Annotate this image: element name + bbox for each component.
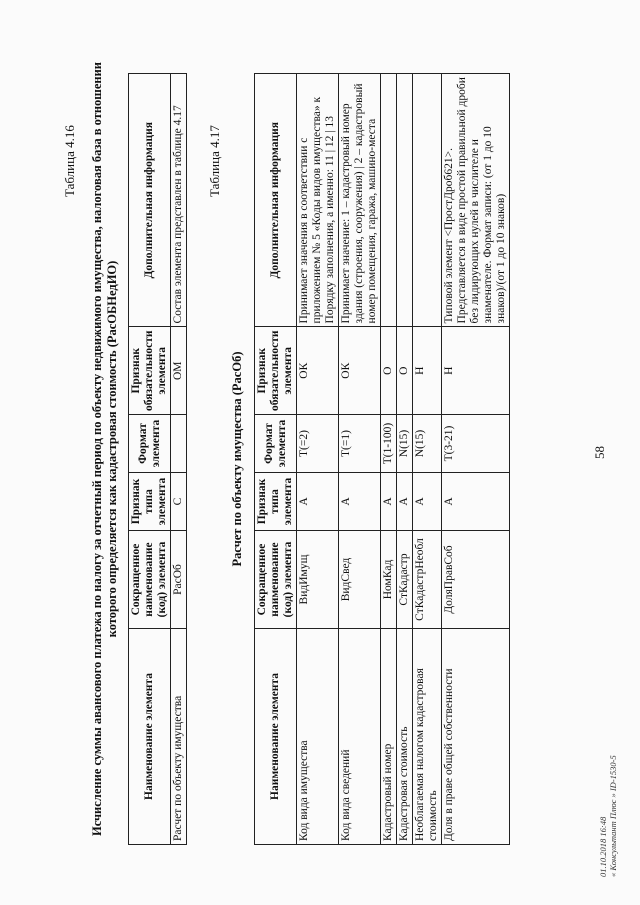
header-cell: Сокращенное наименование (код) элемента [129, 531, 171, 629]
table-row [397, 74, 413, 845]
table-cell: Т(3-21) [442, 415, 510, 473]
table-cell: А [297, 473, 339, 531]
table-cell: А [381, 473, 397, 531]
table-cell: Типовой элемент <ПростДроб621>. Представляется в виде простой правильной дроби без лидирующих нулей в числителе и знаменателе. Формат записи: (от 1 до 10 знаков)/(от 1 до 10 знаков) [442, 74, 510, 327]
table-row [442, 74, 510, 845]
table-row [297, 74, 339, 845]
table-cell: Код вида сведений [339, 629, 381, 845]
table-cell: Т(=2) [297, 415, 339, 473]
table-417-header-row [255, 74, 297, 845]
table-cell: Состав элемента представлен в таблице 4.17 [171, 74, 187, 327]
stamp-source: « Консультант Плюс » ID-1530-5 [608, 755, 618, 877]
table-cell: СтКадастрНеобл [413, 531, 442, 629]
table-cell: С [171, 473, 187, 531]
table-cell: Код вида имущества [297, 629, 339, 845]
table-cell [413, 74, 442, 327]
table-cell: О [381, 327, 397, 415]
table-cell: О [397, 327, 413, 415]
header-cell: Наименование элемента [255, 629, 297, 845]
header-cell: Формат элемента [129, 415, 171, 473]
table-cell: Т(=1) [339, 415, 381, 473]
table-416-header-row [129, 74, 171, 845]
table-cell: N(15) [397, 415, 413, 473]
table-cell: ВидСвед [339, 531, 381, 629]
table-cell: Принимает значение: 1 – кадастровый номер здания (строения, сооружения) | 2 – кадастровый номер помещения, гаража, машино-места [339, 74, 381, 327]
table-416-label: Таблица 4.16 [62, 125, 77, 197]
table-cell: Расчет по объекту имущества [171, 629, 187, 845]
header-cell: Признак типа элемента [129, 473, 171, 531]
stamp-date: 01.10.2018 16:48 [598, 816, 608, 877]
table-cell: НомКад [381, 531, 397, 629]
print-stamp [598, 755, 618, 877]
table-cell: Н [442, 327, 510, 415]
table-cell: N(15) [413, 415, 442, 473]
header-cell: Наименование элемента [129, 629, 171, 845]
table-cell: А [413, 473, 442, 531]
header-cell: Признак типа элемента [255, 473, 297, 531]
table-cell: А [339, 473, 381, 531]
table-417-label: Таблица 4.17 [207, 125, 222, 197]
table-cell [397, 74, 413, 327]
table-cell: T(1-100) [381, 415, 397, 473]
table-cell: Н [413, 327, 442, 415]
table-cell: Принимает значения в соответствии с приложением № 5 «Коды видов имущества» к Порядку заполнения, а именно: 11 | 12 | 13 [297, 74, 339, 327]
table-cell [381, 74, 397, 327]
table-cell: ДоляПравСоб [442, 531, 510, 629]
table-417 [254, 73, 510, 845]
table-cell: ОМ [171, 327, 187, 415]
header-cell: Дополнительная информация [255, 74, 297, 327]
header-cell: Признак обязательности элемента [129, 327, 171, 415]
header-cell: Сокращенное наименование (код) элемента [255, 531, 297, 629]
table-row [381, 74, 397, 845]
table-cell: Кадастровая стоимость [397, 629, 413, 845]
table-cell: ВидИмущ [297, 531, 339, 629]
table-cell: ОК [297, 327, 339, 415]
table-row [339, 74, 381, 845]
page-number: 58 [592, 446, 607, 459]
table-417-title: Расчет по объекту имущества (РасОб) [230, 351, 244, 567]
table-row [413, 74, 442, 845]
table-416 [128, 73, 187, 845]
table-cell: Кадастровый номер [381, 629, 397, 845]
table-cell: Доля в праве общей собственности [442, 629, 510, 845]
table-cell: А [397, 473, 413, 531]
table-cell [171, 415, 187, 473]
header-cell: Формат элемента [255, 415, 297, 473]
table-row [171, 74, 187, 845]
table-416-title: Исчисление суммы авансового платежа по налогу за отчетный период по объекту недвижимого имущества, налоговая база в отношении которого определяется как кадастровая стоимость (РасОБНедИО) [90, 62, 119, 837]
table-cell: СтКадастр [397, 531, 413, 629]
table-cell: ОК [339, 327, 381, 415]
header-cell: Дополнительная информация [129, 74, 171, 327]
header-cell: Признак обязательности элемента [255, 327, 297, 415]
table-cell: РасОб [171, 531, 187, 629]
table-cell: А [442, 473, 510, 531]
table-cell: Необлагаемая налогом кадастровая стоимость [413, 629, 442, 845]
